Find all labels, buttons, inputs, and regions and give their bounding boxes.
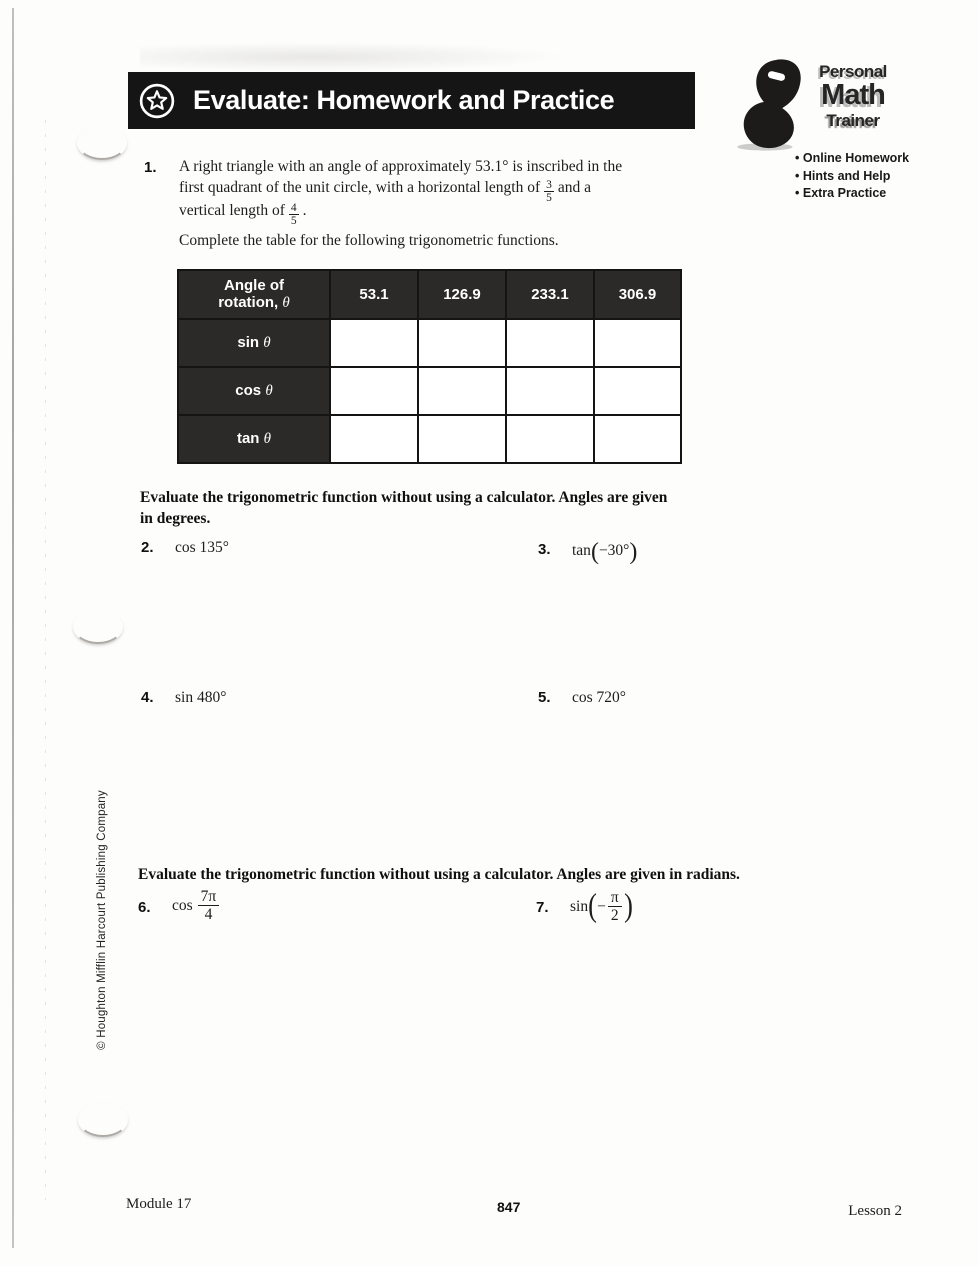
problem-expression: sin 480° bbox=[175, 689, 227, 706]
star-icon bbox=[136, 80, 178, 122]
fraction-numerator: π bbox=[608, 889, 622, 907]
binder-hole-shadow bbox=[73, 610, 123, 644]
minus-sign: − bbox=[597, 897, 606, 915]
answer-cell bbox=[594, 319, 681, 367]
theta-symbol: θ bbox=[263, 335, 271, 351]
logo-word: Math bbox=[821, 79, 885, 111]
logo-word: Trainer bbox=[826, 111, 880, 130]
answer-cell bbox=[330, 415, 418, 463]
column-header: 233.1 bbox=[506, 270, 594, 319]
problem-number: 4. bbox=[141, 689, 154, 706]
problem-expression: cos 135° bbox=[175, 539, 229, 556]
problem-number: 6. bbox=[138, 899, 151, 916]
logo-word: Personal bbox=[819, 62, 887, 81]
column-header: 306.9 bbox=[594, 270, 681, 319]
fraction-numerator: 7π bbox=[198, 888, 220, 906]
problem-text-line bbox=[179, 202, 307, 227]
fraction bbox=[289, 202, 299, 227]
list-item: • Online Homework bbox=[795, 150, 909, 168]
banner-title: Evaluate: Homework and Practice bbox=[193, 85, 615, 115]
theta-symbol: θ bbox=[282, 295, 290, 311]
list-item: • Hints and Help bbox=[795, 168, 909, 186]
problem-text: and a bbox=[557, 179, 592, 196]
fraction-numerator: 4 bbox=[290, 202, 297, 214]
corner-label: Angle of bbox=[224, 277, 284, 294]
footer-page-number: 847 bbox=[497, 1199, 521, 1215]
corner-label: rotation, bbox=[218, 294, 279, 311]
problem-text: . bbox=[302, 202, 307, 219]
answer-cell bbox=[506, 319, 594, 367]
section-heading bbox=[140, 489, 667, 528]
section-banner bbox=[128, 72, 695, 129]
binder-hole-shadow bbox=[78, 1103, 128, 1137]
trig-function: tan bbox=[572, 542, 591, 559]
answer-cell bbox=[594, 367, 681, 415]
open-paren: ( bbox=[588, 888, 597, 924]
fraction bbox=[608, 889, 622, 924]
trig-function-label: cos bbox=[235, 382, 262, 399]
answer-cell bbox=[330, 319, 418, 367]
list-item: • Extra Practice bbox=[795, 185, 909, 203]
open-paren: ( bbox=[590, 539, 599, 565]
problem-text: first quadrant of the unit circle, with a horizontal length of bbox=[179, 179, 541, 196]
theta-symbol: θ bbox=[263, 431, 272, 447]
answer-cell bbox=[594, 415, 681, 463]
binder-hole-shadow bbox=[77, 126, 127, 160]
footer-module: Module 17 bbox=[126, 1196, 192, 1212]
column-header: 126.9 bbox=[418, 270, 506, 319]
page-edge-line bbox=[12, 8, 14, 1248]
close-paren: ) bbox=[629, 539, 638, 565]
fraction bbox=[544, 179, 554, 204]
fraction-numerator: 3 bbox=[546, 179, 552, 191]
problem-number: 2. bbox=[141, 539, 154, 556]
math-trainer-whistle-icon bbox=[733, 57, 807, 151]
row-header bbox=[178, 319, 330, 367]
trig-function: sin bbox=[570, 897, 589, 915]
close-paren: ) bbox=[623, 888, 633, 924]
scan-smudge bbox=[140, 42, 570, 72]
table-corner-header bbox=[178, 270, 330, 319]
problem-number: 1. bbox=[144, 159, 157, 176]
section-heading: Evaluate the trigonometric function without using a calculator. Angles are given in radians. bbox=[138, 866, 740, 883]
fraction-denominator: 2 bbox=[610, 907, 619, 924]
trig-table bbox=[177, 269, 682, 464]
math-trainer-logo bbox=[799, 62, 907, 131]
column-header: 53.1 bbox=[330, 270, 418, 319]
answer-cell bbox=[506, 415, 594, 463]
problem-number: 3. bbox=[538, 541, 551, 558]
trig-function-label: tan bbox=[236, 430, 260, 447]
fraction bbox=[198, 888, 220, 923]
angle-value: −30° bbox=[598, 542, 630, 559]
problem-text-line bbox=[179, 179, 591, 204]
row-header bbox=[178, 367, 330, 415]
table-instruction: Complete the table for the following trigonometric functions. bbox=[179, 232, 559, 249]
binder-dotted-line bbox=[45, 120, 46, 1200]
heading-line: in degrees. bbox=[140, 510, 211, 527]
row-header bbox=[178, 415, 330, 463]
trainer-feature-list bbox=[795, 150, 909, 203]
fraction-denominator: 5 bbox=[290, 215, 297, 227]
problem-expression bbox=[572, 539, 637, 566]
problem-expression bbox=[570, 888, 633, 925]
problem-expression bbox=[172, 888, 221, 923]
trig-function: cos bbox=[172, 896, 193, 914]
answer-cell bbox=[330, 367, 418, 415]
problem-number: 7. bbox=[536, 899, 549, 916]
answer-cell bbox=[418, 319, 506, 367]
fraction-denominator: 4 bbox=[204, 906, 213, 923]
answer-cell bbox=[418, 367, 506, 415]
answer-cell bbox=[418, 415, 506, 463]
heading-line: Evaluate the trigonometric function without using a calculator. Angles are given bbox=[140, 489, 668, 506]
problem-text-line: A right triangle with an angle of approximately 53.1° is inscribed in the bbox=[179, 158, 623, 175]
problem-expression: cos 720° bbox=[572, 689, 626, 706]
copyright-sidebar-text: © Houghton Mifflin Harcourt Publishing Company bbox=[96, 790, 108, 1050]
problem-text: vertical length of bbox=[179, 202, 285, 219]
trig-function-label: sin bbox=[237, 334, 260, 351]
answer-cell bbox=[506, 367, 594, 415]
problem-number: 5. bbox=[538, 689, 551, 706]
fraction-denominator: 5 bbox=[546, 192, 552, 204]
theta-symbol: θ bbox=[265, 383, 273, 399]
footer-lesson: Lesson 2 bbox=[848, 1203, 902, 1219]
